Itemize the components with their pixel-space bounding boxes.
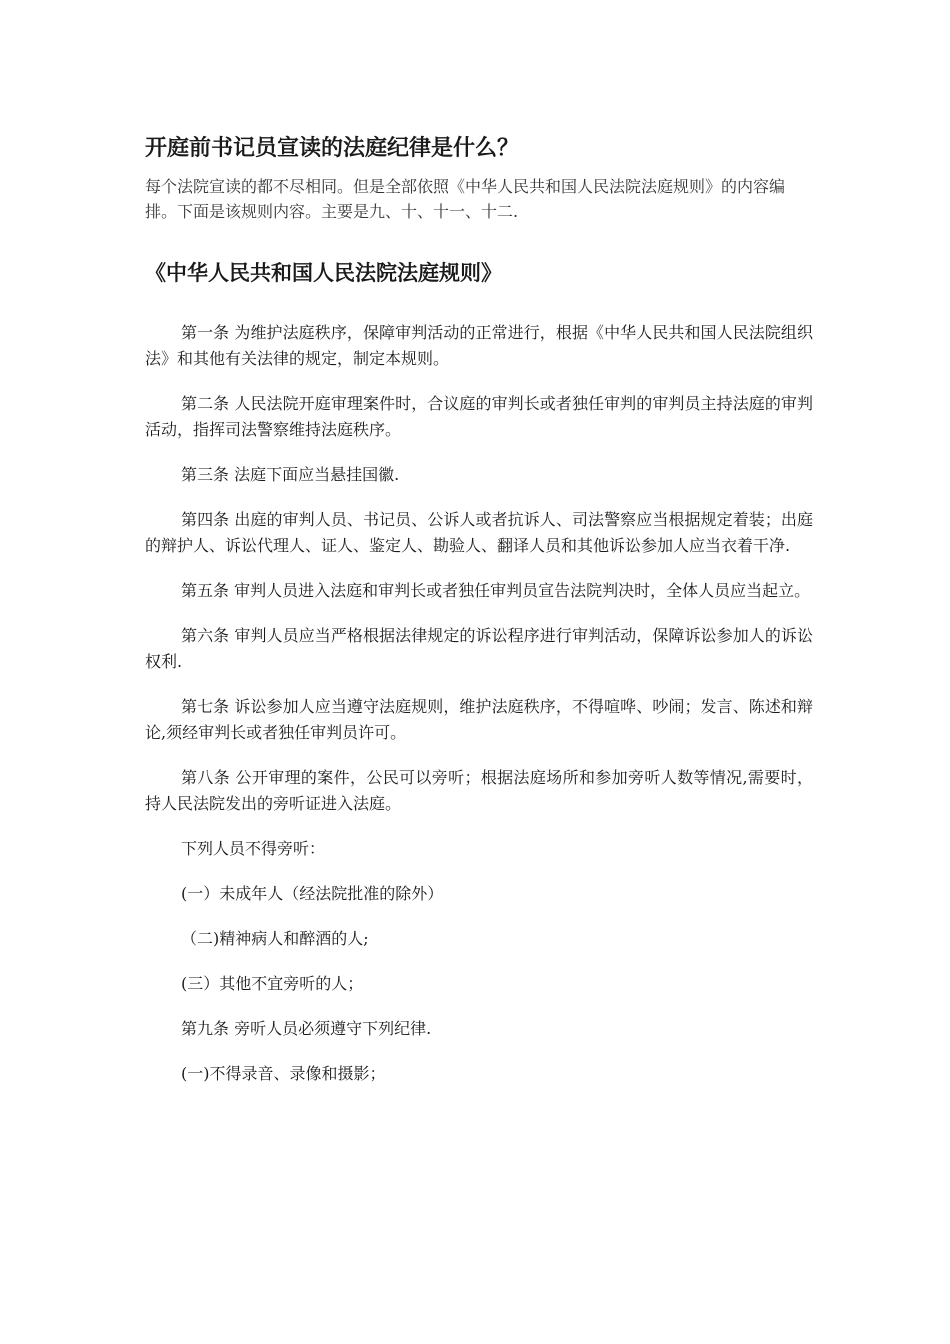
article-5: 第五条 审判人员进入法庭和审判长或者独任审判员宣告法院判决时，全体人员应当起立。 (181, 581, 811, 600)
article-4: 第四条 出庭的审判人员、书记员、公诉人或者抗诉人、司法警察应当根据规定着装；出庭的辩护人、诉讼代理人、证人、鉴定人、勘验人、翻译人员和其他诉讼参加人应当衣着干净. (145, 510, 813, 555)
document-title: 开庭前书记员宣读的法庭纪律是什么？ (145, 136, 520, 161)
regulation-title: 《中华人民共和国人民法院法庭规则》 (145, 261, 502, 285)
regulation-body (145, 320, 813, 1106)
excluded-persons-heading: 下列人员不得旁听： (181, 839, 326, 858)
article-9: 第九条 旁听人员必须遵守下列纪律. (181, 1019, 432, 1038)
article-7: 第七条 诉讼参加人应当遵守法庭规则，维护法庭秩序，不得喧哗、吵闹；发言、陈述和辩论,须经审判长或者独任审判员许可。 (145, 697, 813, 742)
article-2: 第二条 人民法院开庭审理案件时，合议庭的审判长或者独任审判的审判员主持法庭的审判活动，指挥司法警察维持法庭秩序。 (145, 394, 813, 439)
list-item: （二)精神病人和醉酒的人; (181, 929, 369, 948)
list-item: (三）其他不宜旁听的人； (181, 974, 364, 993)
intro-paragraph: 每个法院宣读的都不尽相同。但是全部依照《中华人民共和国人民法院法庭规则》的内容编排。下面是该规则内容。主要是九、十、十一、十二. (145, 177, 786, 221)
article-3: 第三条 法庭下面应当悬挂国徽. (181, 465, 400, 484)
list-item: (一)不得录音、录像和摄影； (181, 1064, 386, 1083)
article-1: 第一条 为维护法庭秩序，保障审判活动的正常进行，根据《中华人民共和国人民法院组织法》和其他有关法律的规定，制定本规则。 (145, 323, 813, 368)
list-item: (一）未成年人（经法院批准的除外） (181, 884, 444, 903)
article-6: 第六条 审判人员应当严格根据法律规定的诉讼程序进行审判活动，保障诉讼参加人的诉讼权利. (145, 626, 813, 671)
article-8: 第八条 公开审理的案件，公民可以旁听；根据法庭场所和参加旁听人数等情况,需要时，持人民法院发出的旁听证进入法庭。 (145, 768, 813, 813)
